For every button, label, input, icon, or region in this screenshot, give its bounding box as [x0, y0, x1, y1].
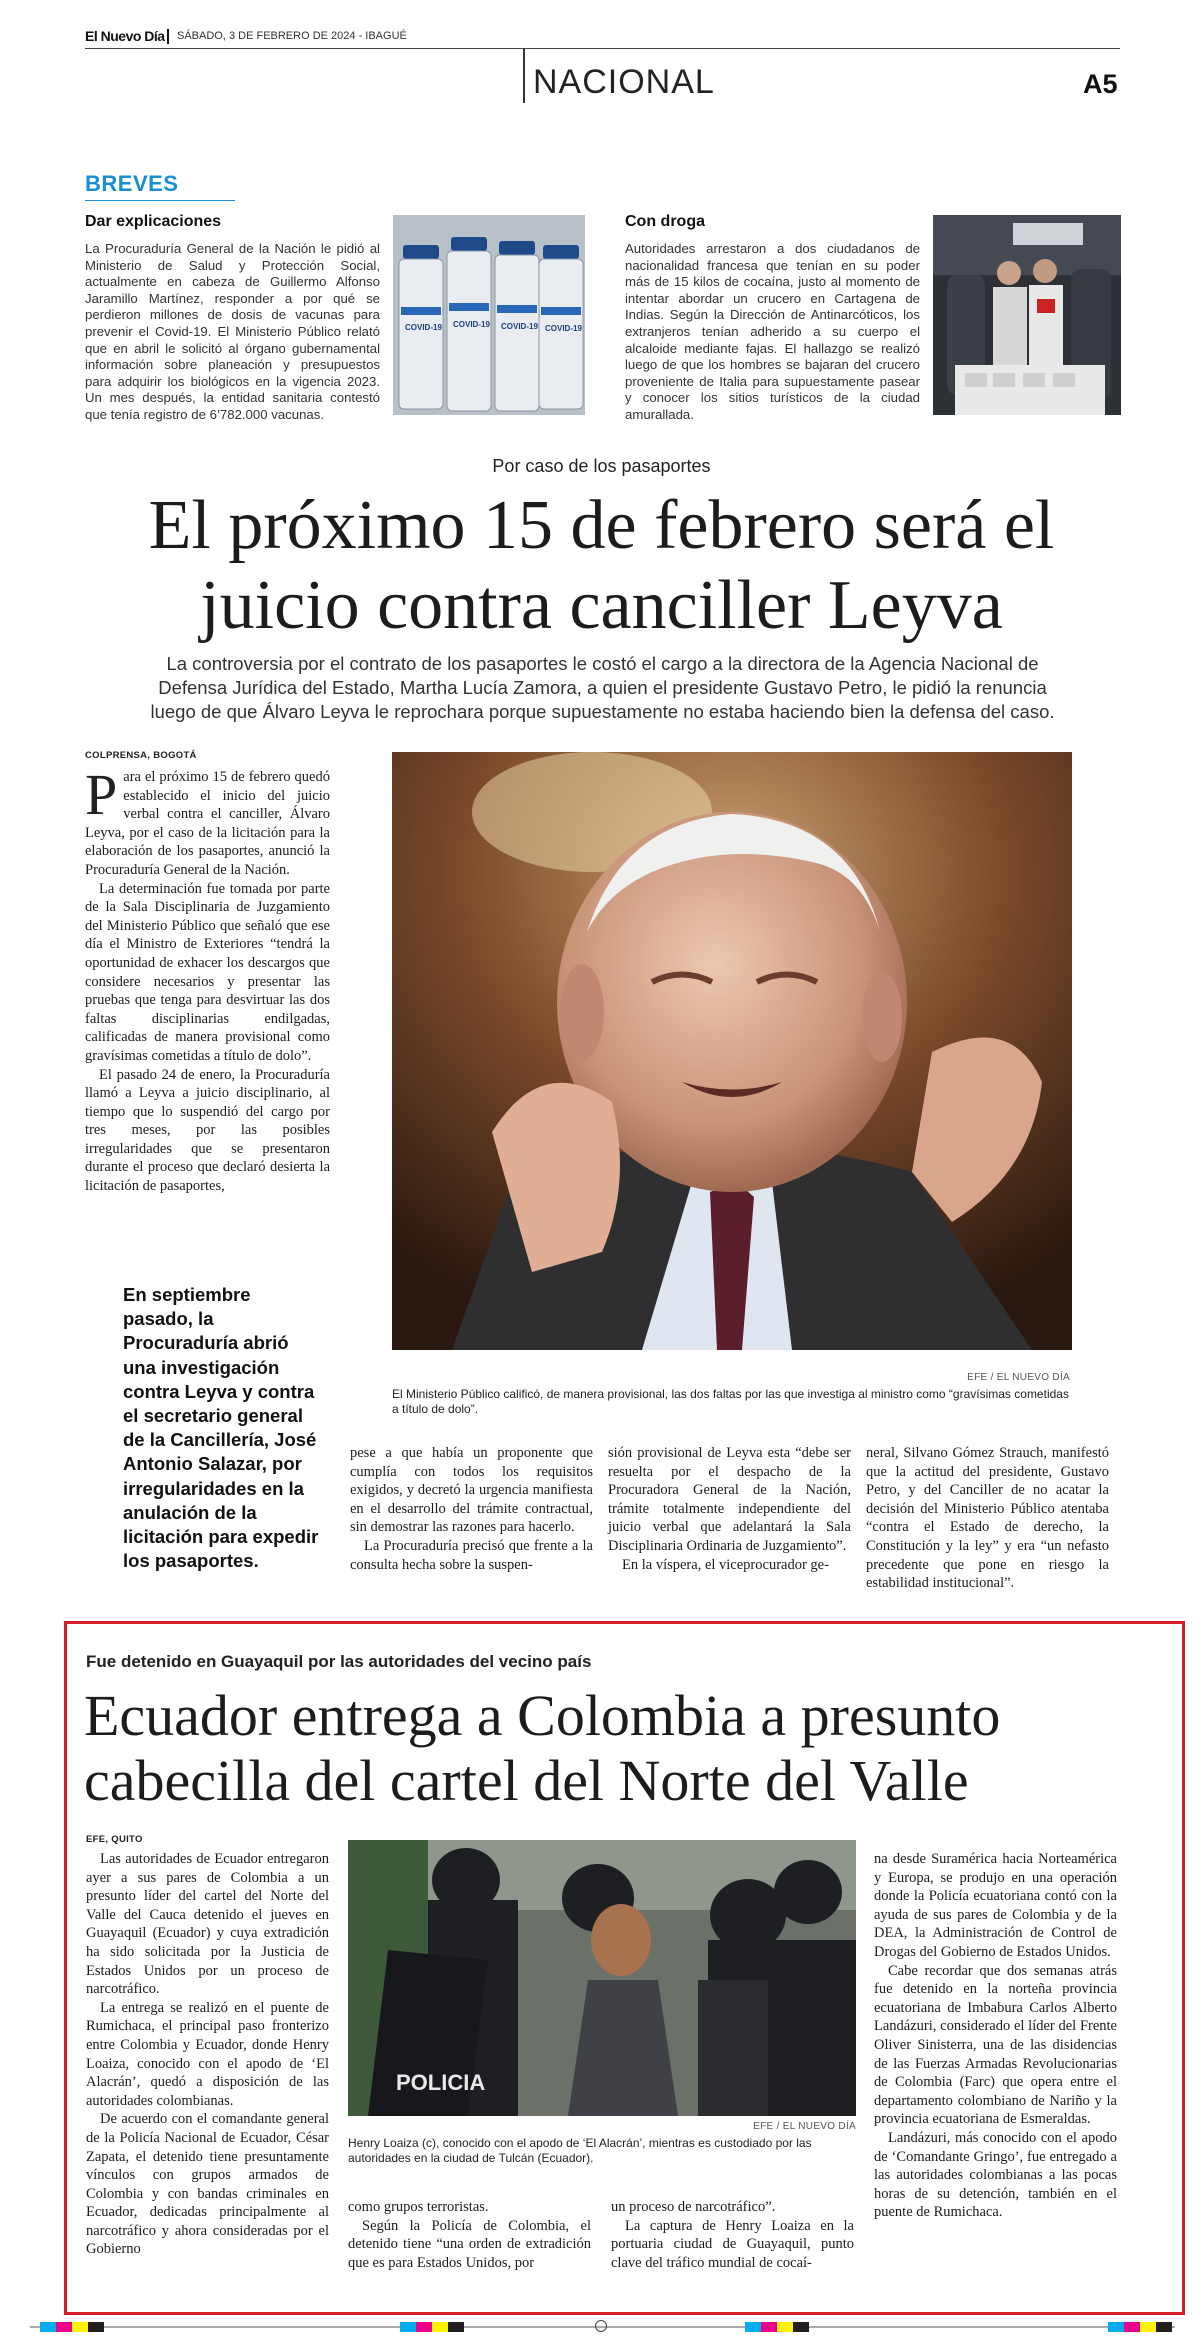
color-swatch [1156, 2322, 1172, 2332]
article2-column-1: Las autoridades de Ecuador entregaron ayer a sus pares de Colombia a un presunto líder del cartel del Norte del Valle del Cauca detenido el jueves en Guayaquil (Ecuador) y cuya extradición ha sido solicitada por la Justicia de Estados Unidos por un proceso de narcotráfico. La entrega se realizó en el puente de Rumichaca, el principal paso fronterizo entre Colombia y Ecuador, donde Henry Loaiza, conocido con el apodo de ‘El Alacrán’, quedó a disposición de las autoridades colombianas. De acuerdo con el comandante general de la Policía Nacional de Ecuador, César Zapata, el detenido tiene presuntamente vínculos con grupos armados de Colombia y con bandas criminales en Ecuador, dedicadas principalmente al narcotráfico y ahora consideradas por el Gobierno [86, 1851, 329, 2258]
vaccine-vials-photo [393, 215, 585, 415]
masthead [85, 28, 1120, 50]
headline-line: El próximo 15 de febrero será el [148, 487, 1055, 564]
color-swatch [793, 2322, 809, 2332]
headline-line: cabecilla del cartel del Norte del Valle [84, 1748, 969, 1813]
dateline: SÁBADO, 3 DE FEBRERO DE 2024 - IBAGUÉ [177, 30, 407, 42]
byline: COLPRENSA, BOGOTÁ [85, 750, 197, 761]
logo: El Nuevo Día [85, 28, 165, 44]
color-swatch [432, 2322, 448, 2332]
page-number: A5 [1083, 69, 1118, 99]
article1-kicker: Por caso de los pasaportes [492, 456, 711, 476]
logo-divider [167, 29, 169, 44]
article1-headline [0, 486, 1203, 646]
article1-column-3: sión provisional de Leyva esta “debe ser resuelta por el despacho de la Procuradora General de la Nación, trámite totalmente independiente del juicio verbal que adelantará la Sala Disciplinaria Ordinaria de Juzgamiento”. En la víspera, el viceprocurador ge- [608, 1445, 851, 1573]
registration-mark [595, 2320, 607, 2332]
color-registration-bar [30, 2322, 1175, 2332]
color-swatch [400, 2322, 416, 2332]
headline-line: juicio contra canciller Leyva [200, 567, 1003, 644]
color-swatch [448, 2322, 464, 2332]
shield-label: POLICIA [396, 2070, 486, 2095]
pull-quote: En septiembre pasado, la Procuraduría abrió una investigación contra Leyva y contra el secretario general de la Cancillería, José Antonio Salazar, por irregularidades en la anulación de la licitación para expedir los pasaportes. [123, 1284, 319, 1572]
photo-caption: Henry Loaiza (c), conocido con el apodo de ‘El Alacrán’, mientras es custodiado por las autoridades en la ciudad de Tulcán (Ecuador). [348, 2136, 812, 2165]
color-swatch [777, 2322, 793, 2332]
breves-label: BREVES [85, 171, 179, 196]
header-rule [85, 48, 1120, 49]
article2-column-2: como grupos terroristas. Según la Policía de Colombia, el detenido tiene “una orden de extradición que es para Estados Unidos, por [348, 2199, 591, 2271]
color-swatch [72, 2322, 88, 2332]
photo-caption: El Ministerio Público calificó, de manera provisional, las dos faltas por las que investiga al ministro como “gravísimas cometidas a título de dolo”. [392, 1387, 1069, 1416]
section-title: NACIONAL [533, 63, 715, 101]
article1-deck: La controversia por el contrato de los pasaportes le costó el cargo a la directora de la Agencia Nacional de Defensa Jurídica del Estado, Martha Lucía Zamora, a quien el presidente Gustavo Petro, le pidió la renuncia luego de que Álvaro Leyva le reprochara porque supuestamente no estaba haciendo bien la defensa del caso. [150, 653, 1055, 722]
headline-line: Ecuador entrega a Colombia a presunto [84, 1683, 1001, 1748]
leyva-photo [392, 752, 1072, 1350]
color-swatch [416, 2322, 432, 2332]
article2-column-4: na desde Suramérica hacia Norteamérica y Europa, se produjo en una operación donde la Policía ecuatoriana contó con la ayuda de sus pares de Colombia y de la DEA, la Administración de Control de Drogas del Gobierno de Estados Unidos. Cabe recordar que dos semanas atrás fue detenido en la norteña provincia ecuatoriana de Imbabura Carlos Alberto Landázuri, considerado el líder del Frente Oliver Sinisterra, una de las disidencias de las Fuerzas Armadas Revolucionarias de Colombia (Farc) que opera entre el departamento colombiano de Nariño y la provincia ecuatoriana de Esmeraldas. Landázuri, más conocido con el apodo de ‘Comandante Gringo’, fue entregado a las autoridades colombianas a las pocas horas de su detención, también en el puente de Rumichaca. [874, 1851, 1117, 2221]
vial-label: COVID-19 [453, 320, 490, 329]
arrest-photo [933, 215, 1121, 415]
vial-label: COVID-19 [545, 324, 582, 333]
photo-credit: EFE / EL NUEVO DÍA [753, 2121, 856, 2132]
color-swatch [1140, 2322, 1156, 2332]
color-swatch [745, 2322, 761, 2332]
brief-text: La Procuraduría General de la Nación le pidió al Ministerio de Salud y Protección Social, actualmente en cabeza de Guillermo Alfonso Jaramillo Martínez, responder a por qué se perdieron millones de dosis de vacunas para prevenir el Covid-19. El Ministerio Público relató que en abril le solicitó al órgano gubernamental información sobre planeación y presupuestos para adquirir los biológicos en la vigencia 2023. Un mes después, la entidad sanitaria contestó que tenía registro de 6’782.000 vacunas. [85, 241, 380, 422]
color-swatch [761, 2322, 777, 2332]
vial-label: COVID-19 [405, 323, 442, 332]
article2-headline [84, 1683, 1164, 1813]
color-swatch [40, 2322, 56, 2332]
article1-column-2: pese a que había un proponente que cumplía con todos los requisitos exigidos, y decretó la urgencia manifiesta en el desarrollo del trámite contractual, sin demostrar las razones para hacerlo. La Procuraduría precisó que frente a la consulta hecha sobre la suspen- [350, 1445, 593, 1573]
brief-title: Con droga [625, 213, 705, 230]
article2-column-3: un proceso de narcotráfico”. La captura de Henry Loaiza en la portuaria ciudad de Guayaquil, punto clave del tráfico mundial de cocaí- [611, 2199, 854, 2271]
article1-column-1: Para el próximo 15 de febrero quedó establecido el inicio del juicio verbal contra el canciller, Álvaro Leyva, por el caso de la licitación para la elaboración de los pasaportes, anunció la Procuraduría General de la Nación. La determinación fue tomada por parte de la Sala Disciplinaria de Juzgamiento del Ministerio Público que señaló que ese día el Ministro de Exteriores “tendrá la oportunidad de exhacer los descargos que considere necesarios y presentar las pruebas que tenga para desvirtuar las dos faltas disciplinarias endilgadas, calificadas de manera provisional como gravísimas cometidas a título de dolo”. El pasado 24 de enero, la Procuraduría llamó a Leyva a juicio disciplinario, al tiempo que lo suspendió del cargo por tres meses, por las posibles irregularidades que se presentaron durante el proceso que declaró desierta la licitación de pasaportes, [85, 762, 330, 1195]
brief-title: Dar explicaciones [85, 213, 222, 230]
breves-underline [85, 200, 235, 201]
section-divider [523, 48, 525, 103]
brief-text: Autoridades arrestaron a dos ciudadanos de nacionalidad francesa que tenían en su poder más de 15 kilos de cocaína, justo al momento de intentar abordar un crucero en Cartagena de Indias. Según la Dirección de Antinarcóticos, los extranjeros tenían adherido a su cuerpo el alcaloide mediante fajas. El hallazgo se realizó luego de que los hombres se bajaran del crucero proveniente de Italia para supuestamente pasear y conocer los sitios turísticos de la ciudad amurallada. [625, 241, 920, 422]
photo-credit: EFE / EL NUEVO DÍA [967, 1372, 1070, 1383]
color-swatch [1108, 2322, 1124, 2332]
color-swatch [88, 2322, 104, 2332]
vial-label: COVID-19 [501, 322, 538, 331]
police-photo [348, 1840, 856, 2116]
drop-cap: P [85, 762, 118, 827]
color-swatch [1124, 2322, 1140, 2332]
color-swatch [56, 2322, 72, 2332]
article2-kicker: Fue detenido en Guayaquil por las autoridades del vecino país [86, 1652, 592, 1671]
article1-column-4: neral, Silvano Gómez Strauch, manifestó que la actitud del presidente, Gustavo Petro, y del Canciller de no acatar la decisión del Ministerio Público atentaba “contra el Estado de derecho, la Constitución y la ley” y era “un nefasto precedente que pone en riesgo la estabilidad institucional”. [866, 1445, 1109, 1592]
byline: EFE, QUITO [86, 1834, 143, 1845]
